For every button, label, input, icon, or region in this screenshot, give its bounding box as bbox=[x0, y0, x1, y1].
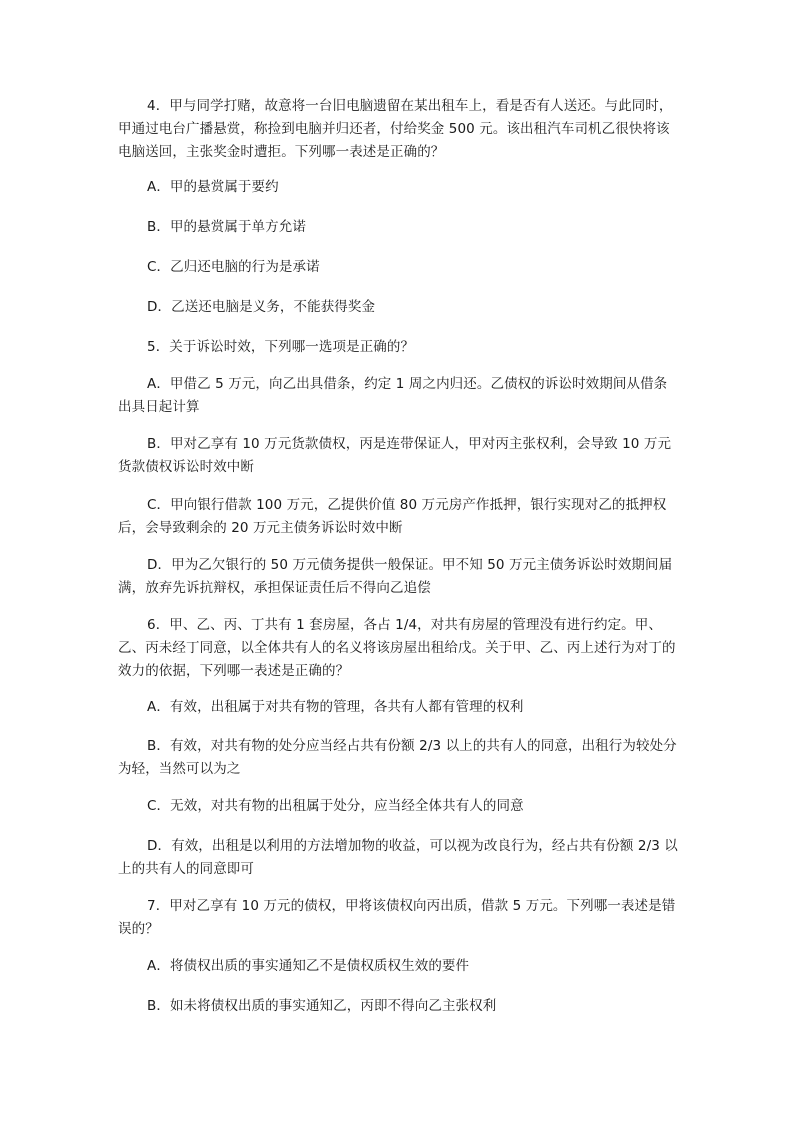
question-7: 7．甲对乙享有 10 万元的债权，甲将该债权向丙出质，借款 5 万元。下列哪一表述是错误的？ bbox=[118, 898, 676, 937]
question-4-option-b: B．甲的悬赏属于单方允诺 bbox=[147, 219, 306, 235]
question-7-option-b: B．如未将债权出质的事实通知乙，丙即不得向乙主张权利 bbox=[147, 998, 497, 1014]
question-5-option-a: A．甲借乙 5 万元，向乙出具借条，约定 1 周之内归还。乙债权的诉讼时效期间从借条出具日起计算 bbox=[118, 376, 668, 415]
question-4-option-d: D．乙送还电脑是义务，不能获得奖金 bbox=[147, 299, 376, 315]
question-4: 4．甲与同学打赌，故意将一台旧电脑遗留在某出租车上，看是否有人送还。与此同时，甲通过电台广播悬赏，称捡到电脑并归还者，付给奖金 500 元。该出租汽车司机乙很快将该电脑送回，主张奖金时遭拒。下列哪一表述是正确的？ bbox=[118, 98, 673, 160]
question-5-option-c: C．甲向银行借款 100 万元，乙提供价值 80 万元房产作抵押，银行实现对乙的抵押权后，会导致剩余的 20 万元主债务诉讼时效中断 bbox=[118, 497, 667, 536]
question-5-option-b: B．甲对乙享有 10 万元货款债权，丙是连带保证人，甲对丙主张权利，会导致 10 万元货款债权诉讼时效中断 bbox=[118, 436, 672, 475]
question-4-option-a: A．甲的悬赏属于要约 bbox=[147, 179, 279, 195]
question-6-option-b: B．有效，对共有物的处分应当经占共有份额 2/3 以上的共有人的同意，出租行为较处分为轻，当然可以为之 bbox=[118, 738, 677, 777]
question-4-option-c: C．乙归还电脑的行为是承诺 bbox=[147, 259, 320, 275]
question-6-option-a: A．有效，出租属于对共有物的管理，各共有人都有管理的权利 bbox=[147, 699, 524, 715]
question-5-option-d: D．甲为乙欠银行的 50 万元债务提供一般保证。甲不知 50 万元主债务诉讼时效期间届满，放弃先诉抗辩权，承担保证责任后不得向乙追偿 bbox=[118, 557, 673, 596]
question-6-option-c: C．无效，对共有物的出租属于处分，应当经全体共有人的同意 bbox=[147, 798, 524, 814]
question-6: 6．甲、乙、丙、丁共有 1 套房屋，各占 1/4，对共有房屋的管理没有进行约定。甲、乙、丙未经丁同意，以全体共有人的名义将该房屋出租给戊。关于甲、乙、丙上述行为对丁的效力的依据，下列哪一表述是正确的？ bbox=[118, 617, 676, 679]
question-7-option-a: A．将债权出质的事实通知乙不是债权质权生效的要件 bbox=[147, 958, 470, 974]
question-6-option-d: D．有效，出租是以利用的方法增加物的收益，可以视为改良行为，经占共有份额 2/3 以上的共有人的同意即可 bbox=[118, 838, 678, 877]
question-5: 5．关于诉讼时效，下列哪一选项是正确的？ bbox=[147, 339, 415, 355]
